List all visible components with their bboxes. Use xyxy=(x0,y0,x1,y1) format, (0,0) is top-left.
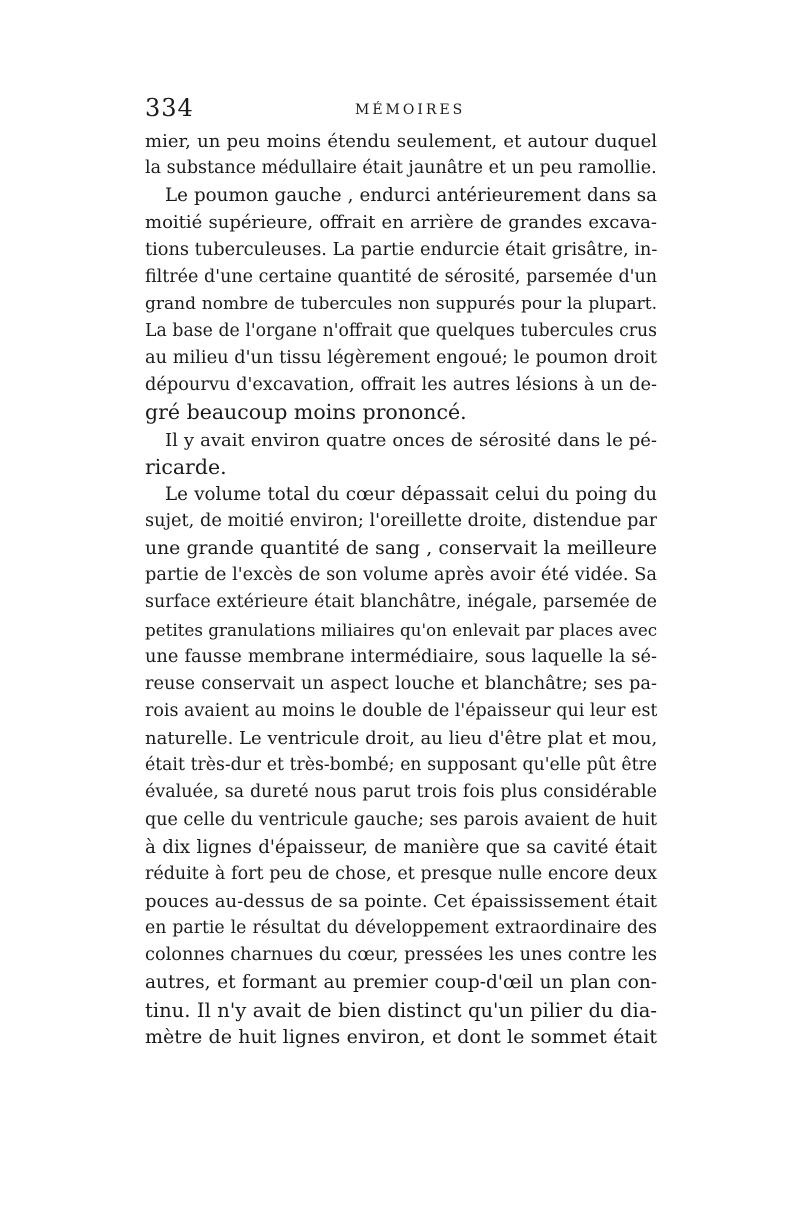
text-line: une fausse membrane intermédiaire, sous laquelle la sé- xyxy=(145,646,657,667)
text-line: gré beaucoup moins prononcé. xyxy=(145,400,467,425)
text-line: que celle du ventricule gauche; ses parois avaient de huit xyxy=(145,809,657,830)
text-line: tinu. Il n'y avait de bien distinct qu'un pilier du dia- xyxy=(145,998,657,1022)
text-line: moitié supérieure, offrait en arrière de grandes excava- xyxy=(145,212,657,234)
text-line: mier, un peu moins étendu seulement, et autour duquel xyxy=(145,131,657,152)
page-number: 334 xyxy=(145,94,194,122)
text-line: ricarde. xyxy=(145,454,227,479)
text-line: autres, et formant au premier coup-d'œil un plan con- xyxy=(145,972,657,994)
text-line: surface extérieure était blanchâtre, inégale, parsemée de xyxy=(145,592,657,613)
text-line: pouces au-dessus de sa pointe. Cet épaississement était xyxy=(145,890,657,912)
text-line: dépourvu d'excavation, offrait les autres lésions à un de- xyxy=(145,375,657,396)
text-line: évaluée, sa dureté nous parut trois fois plus considérable xyxy=(145,782,657,803)
text-line: tions tuberculeuses. La partie endurcie était grisâtre, in- xyxy=(145,239,657,260)
running-head xyxy=(145,94,655,124)
text-line: une grande quantité de sang , conservait la meilleure xyxy=(145,538,657,560)
text-line: filtrée d'une certaine quantité de sérosité, parsemée d'un xyxy=(145,266,657,287)
text-line: en partie le résultat du développement extraordinaire des xyxy=(145,918,657,939)
text-line: Il y avait environ quatre onces de sérosité dans le pé- xyxy=(165,429,657,451)
text-line: la substance médullaire était jaunâtre et un peu ramollie. xyxy=(145,158,657,179)
text-line: Le poumon gauche , endurci antérieurement dans sa xyxy=(165,185,657,207)
text-line: sujet, de moitié environ; l'oreillette droite, distendue par xyxy=(145,510,657,531)
body-text xyxy=(145,128,657,1051)
text-line: grand nombre de tubercules non suppurés pour la plupart. xyxy=(145,293,657,314)
text-line: petites granulations miliaires qu'on enlevait par places avec xyxy=(145,619,657,640)
text-line: La base de l'organe n'offrait que quelques tubercules crus xyxy=(145,320,657,341)
text-line: réduite à fort peu de chose, et presque nulle encore deux xyxy=(145,863,657,884)
text-line: au milieu d'un tissu légèrement engoué; le poumon droit xyxy=(145,348,657,369)
text-line: reuse conservait un aspect louche et blanchâtre; ses pa- xyxy=(145,673,657,694)
text-line: colonnes charnues du cœur, pressées les unes contre les xyxy=(145,945,657,966)
text-line: rois avaient au moins le double de l'épaisseur qui leur est xyxy=(145,700,657,721)
text-line: mètre de huit lignes environ, et dont le sommet était xyxy=(145,1025,657,1048)
text-line: était très-dur et très-bombé; en supposant qu'elle pût être xyxy=(145,755,657,776)
text-line: naturelle. Le ventricule droit, au lieu d'être plat et mou, xyxy=(145,728,657,750)
running-title: MÉMOIRES xyxy=(355,102,466,118)
text-line: Le volume total du cœur dépassait celui du poing du xyxy=(165,483,657,505)
text-line: à dix lignes d'épaisseur, de manière que sa cavité était xyxy=(145,836,657,858)
text-line: partie de l'excès de son volume après avoir été vidée. Sa xyxy=(145,565,657,586)
